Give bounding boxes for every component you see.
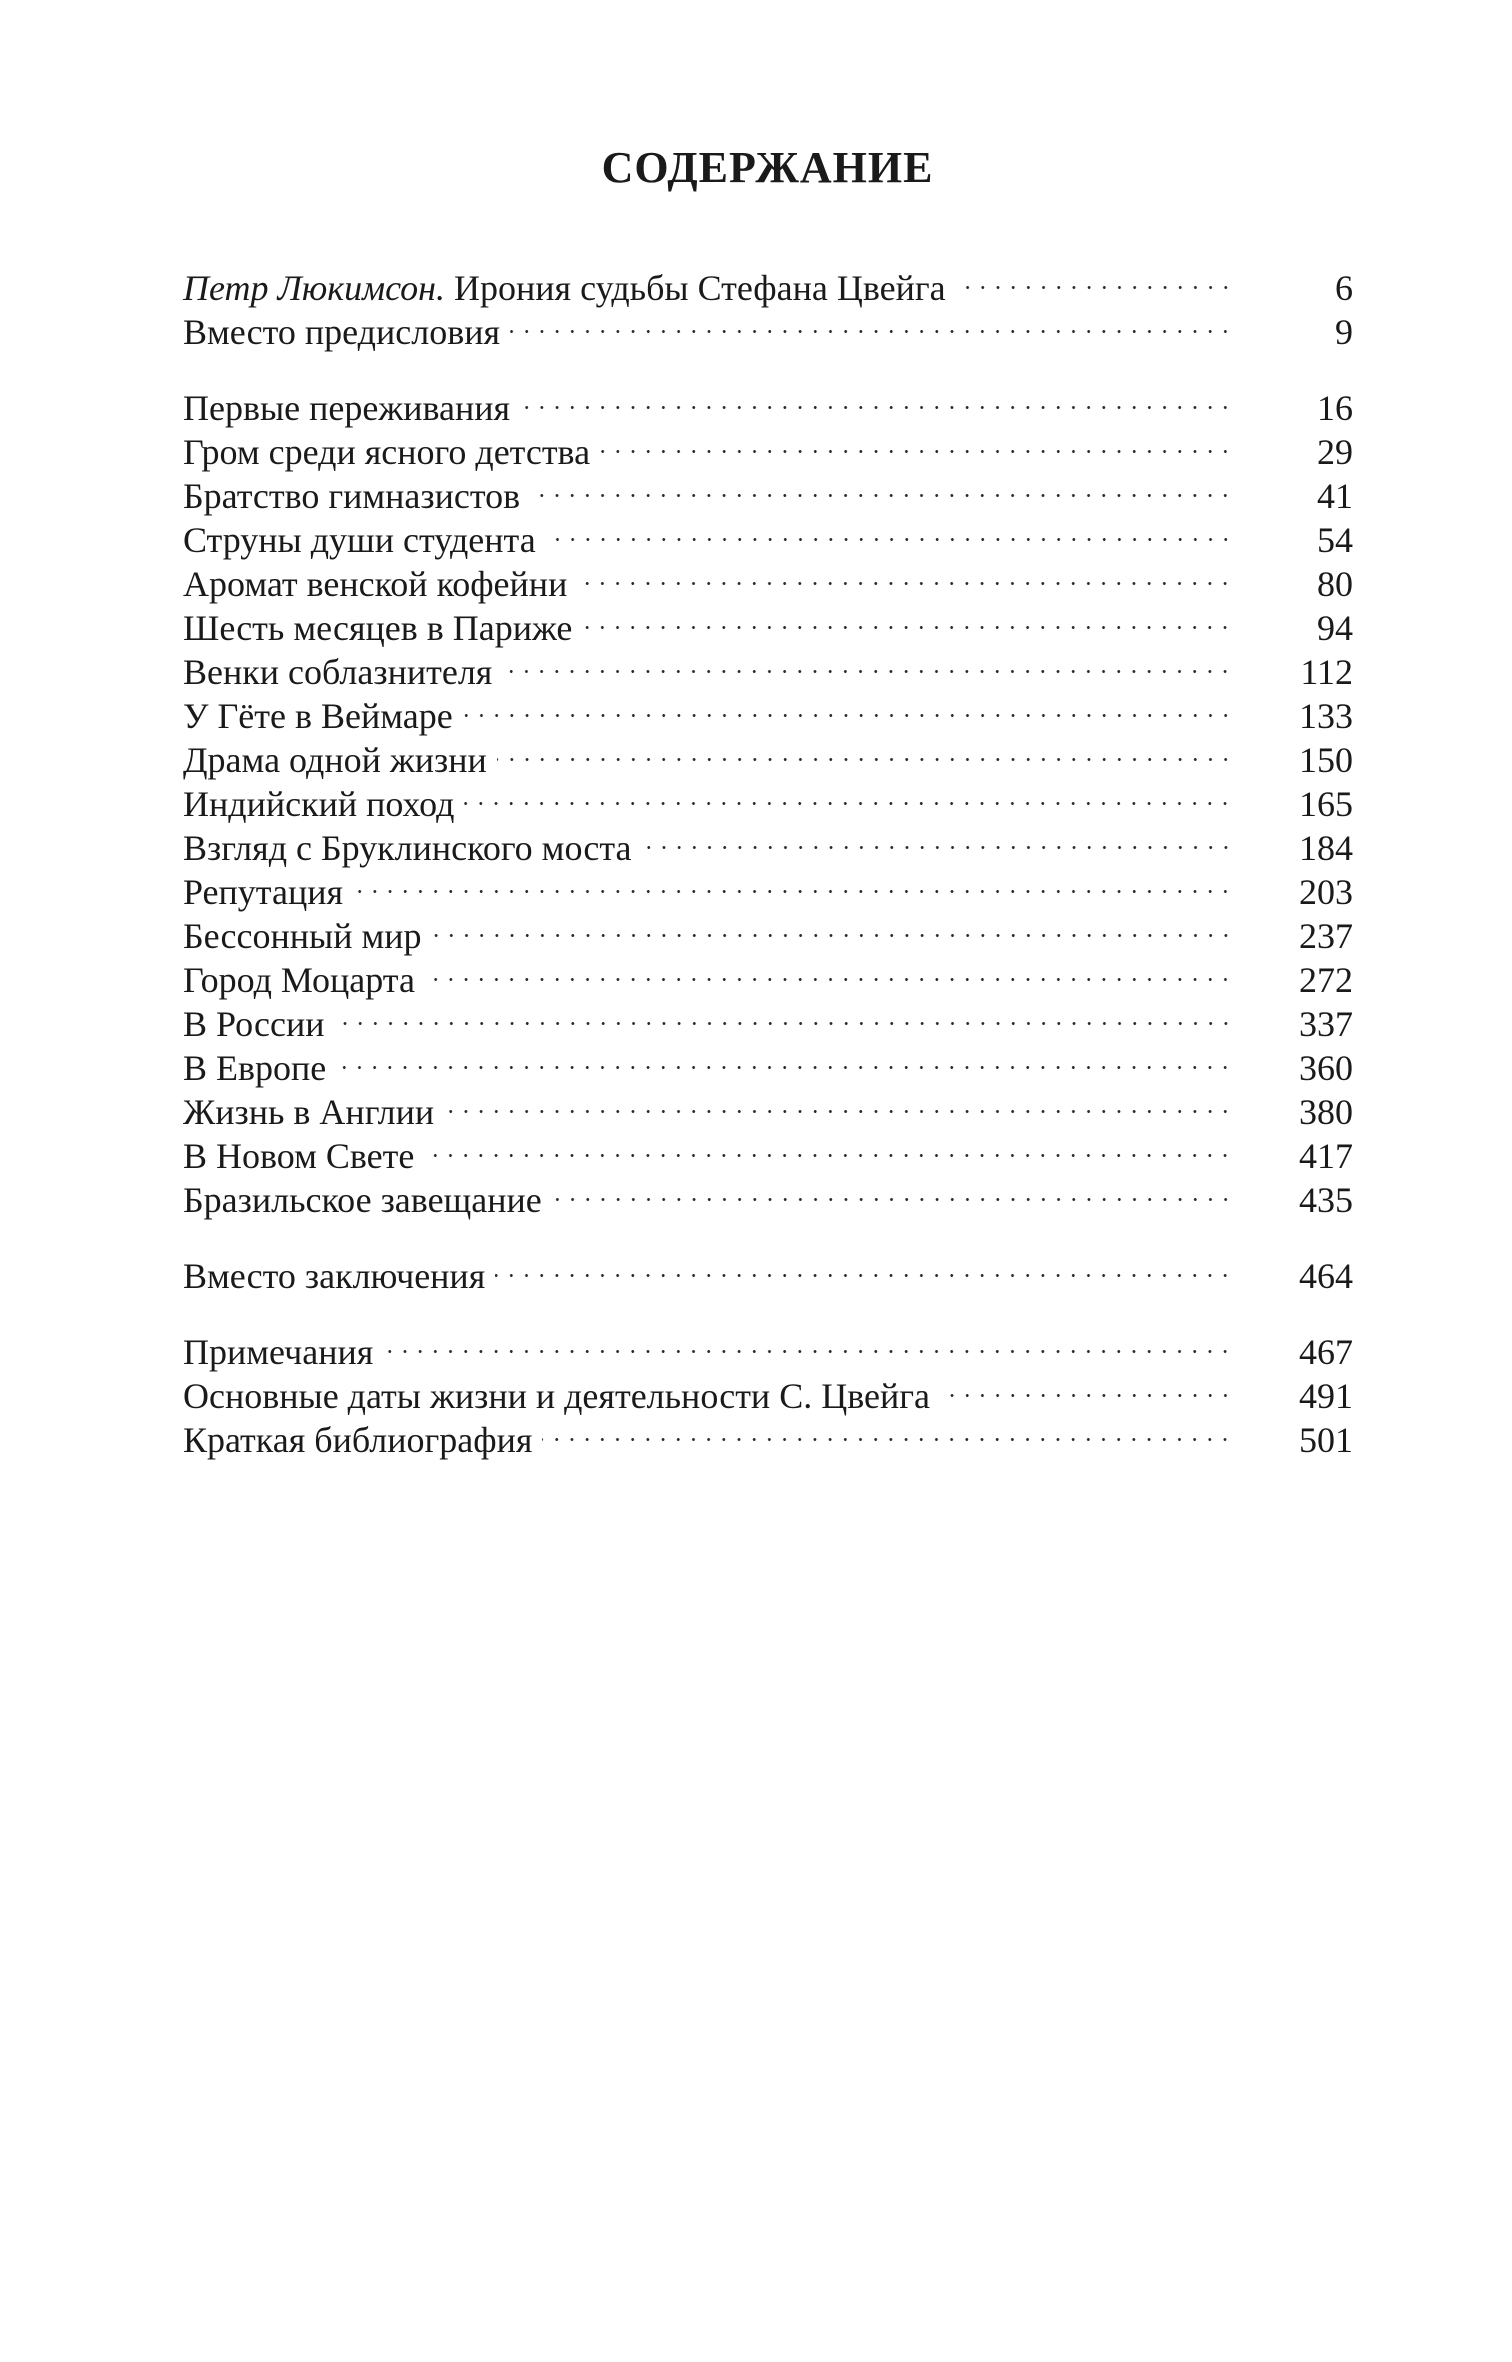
toc-entry-title-wrap	[183, 1134, 424, 1178]
dot-leader	[335, 992, 1233, 1036]
toc-entry-title: Вместо заключения	[183, 1256, 486, 1296]
toc-entry-title: В Европе	[183, 1048, 327, 1088]
toc-entry-title-wrap	[183, 518, 546, 562]
toc-entry-page-number: 80	[1317, 564, 1353, 604]
dot-leader	[495, 1244, 1233, 1288]
toc-entry-title-wrap	[183, 650, 502, 694]
toc-entry[interactable]	[183, 904, 1353, 956]
toc-entry-title-wrap	[183, 870, 353, 914]
toc-entry[interactable]	[183, 1036, 1353, 1088]
dot-leader	[444, 1080, 1233, 1124]
toc-entry-page-number: 360	[1299, 1048, 1353, 1088]
toc-entry-title: Ирония судьбы Стефана Цвейга	[454, 268, 946, 308]
toc-entry-title: Индийский поход	[183, 784, 455, 824]
toc-entry-title: Жизнь в Англии	[183, 1092, 435, 1132]
toc-entry-title: Первые переживания	[183, 388, 511, 428]
dot-leader	[424, 1124, 1233, 1168]
toc-entry-title: Основные даты жизни и деятельности С. Цвейга	[183, 1376, 930, 1416]
dot-leader	[510, 300, 1233, 344]
toc-entry-page-number: 9	[1335, 312, 1353, 352]
toc-entry-title: В России	[183, 1004, 325, 1044]
toc-entry[interactable]	[183, 860, 1353, 912]
toc-entry-title-wrap	[183, 782, 464, 826]
toc-entry-page-number: 6	[1335, 268, 1353, 308]
toc-entry-title: Репутация	[183, 872, 344, 912]
toc-entry-title: Братство гимназистов	[183, 476, 521, 516]
toc-entry-page-number: 16	[1317, 388, 1353, 428]
dot-leader	[432, 904, 1233, 948]
toc-entry-title-wrap	[183, 386, 520, 430]
toc-entry-page-number: 112	[1300, 652, 1353, 692]
toc-entry-title-wrap	[183, 738, 497, 782]
dot-leader	[552, 1168, 1233, 1212]
dot-leader	[353, 860, 1233, 904]
toc-group	[183, 256, 1353, 352]
toc-entry[interactable]	[183, 1244, 1353, 1296]
toc-entry-page-number: 54	[1317, 520, 1353, 560]
toc-entry-title-wrap	[183, 562, 577, 606]
toc-entry-title: Краткая библиография	[183, 1420, 533, 1460]
toc-entry-title-wrap	[183, 1090, 444, 1134]
toc-entry-author: Петр Люкимсон.	[183, 268, 446, 308]
toc-entry-page-number: 501	[1299, 1420, 1353, 1460]
toc-entry[interactable]	[183, 376, 1353, 428]
dot-leader	[425, 948, 1233, 992]
toc-entry[interactable]	[183, 1320, 1353, 1372]
toc-entry-page-number: 467	[1299, 1332, 1353, 1372]
dot-leader	[336, 1036, 1233, 1080]
toc-entry[interactable]	[183, 256, 1353, 308]
toc-entry-page-number: 337	[1299, 1004, 1353, 1044]
toc-group	[183, 1320, 1353, 1460]
toc-entry-page-number: 150	[1299, 740, 1353, 780]
dot-leader	[940, 1364, 1233, 1408]
toc-entry-page-number: 491	[1299, 1376, 1353, 1416]
dot-leader	[464, 772, 1233, 816]
toc-entry-title: У Гёте в Веймаре	[183, 696, 453, 736]
toc-entry-title: Гром среди ясного детства	[183, 432, 591, 472]
toc-entry-title: Бессонный мир	[183, 916, 422, 956]
dot-leader	[530, 464, 1233, 508]
toc-entry-title-wrap	[183, 1330, 383, 1374]
toc-group	[183, 1244, 1353, 1296]
toc-group	[183, 376, 1353, 1220]
toc-entry-title: В Новом Свете	[183, 1136, 415, 1176]
dot-leader	[463, 684, 1233, 728]
toc-entry-title-wrap	[183, 1254, 495, 1298]
toc-entry-title-wrap	[183, 694, 463, 738]
toc-entry-title: Город Моцарта	[183, 960, 415, 1000]
toc-entry-title-wrap	[183, 1418, 542, 1462]
toc-entry-title: Аромат венской кофейни	[183, 564, 568, 604]
toc-entry-title: Примечания	[183, 1332, 374, 1372]
dot-leader	[577, 552, 1233, 596]
toc-entry-page-number: 237	[1299, 916, 1353, 956]
toc-entry-title: Вместо предисловия	[183, 312, 501, 352]
toc-entry-page-number: 380	[1299, 1092, 1353, 1132]
toc-entry-page-number: 184	[1299, 828, 1353, 868]
toc-entry-title-wrap	[183, 310, 510, 354]
toc-entry-title: Взгляд с Бруклинского моста	[183, 828, 632, 868]
toc-entry-title: Шесть месяцев в Париже	[183, 608, 573, 648]
toc-entry-title: Струны души студента	[183, 520, 536, 560]
toc-entry-page-number: 165	[1299, 784, 1353, 824]
toc-entry-title: Драма одной жизни	[183, 740, 487, 780]
toc-entry-title-wrap	[183, 474, 530, 518]
dot-leader	[546, 508, 1233, 552]
toc-entry-page-number: 464	[1299, 1256, 1353, 1296]
dot-leader	[582, 596, 1233, 640]
toc-entry-page-number: 94	[1317, 608, 1353, 648]
toc-entry-page-number: 417	[1299, 1136, 1353, 1176]
dot-leader	[520, 376, 1233, 420]
toc-entry-page-number: 272	[1299, 960, 1353, 1000]
dot-leader	[542, 1408, 1233, 1452]
table-of-contents	[183, 256, 1353, 1460]
toc-entry-page-number: 203	[1299, 872, 1353, 912]
dot-leader	[642, 816, 1234, 860]
toc-entry-page-number: 133	[1299, 696, 1353, 736]
dot-leader	[497, 728, 1233, 772]
toc-entry-title-wrap	[183, 1002, 335, 1046]
toc-entry-title-wrap	[183, 1178, 552, 1222]
toc-entry[interactable]	[183, 1080, 1353, 1132]
toc-entry-title: Бразильское завещание	[183, 1180, 542, 1220]
toc-entry[interactable]	[183, 992, 1353, 1044]
dot-leader	[956, 256, 1233, 300]
dot-leader	[383, 1320, 1233, 1364]
toc-entry-title: Венки соблазнителя	[183, 652, 493, 692]
toc-entry-page-number: 41	[1317, 476, 1353, 516]
toc-entry-page-number: 435	[1299, 1180, 1353, 1220]
toc-entry-title-wrap	[183, 914, 432, 958]
toc-entry-title-wrap	[183, 1046, 336, 1090]
dot-leader	[502, 640, 1233, 684]
dot-leader	[600, 420, 1233, 464]
page-title: СОДЕРЖАНИЕ	[601, 143, 934, 192]
toc-entry-page-number: 29	[1317, 432, 1353, 472]
